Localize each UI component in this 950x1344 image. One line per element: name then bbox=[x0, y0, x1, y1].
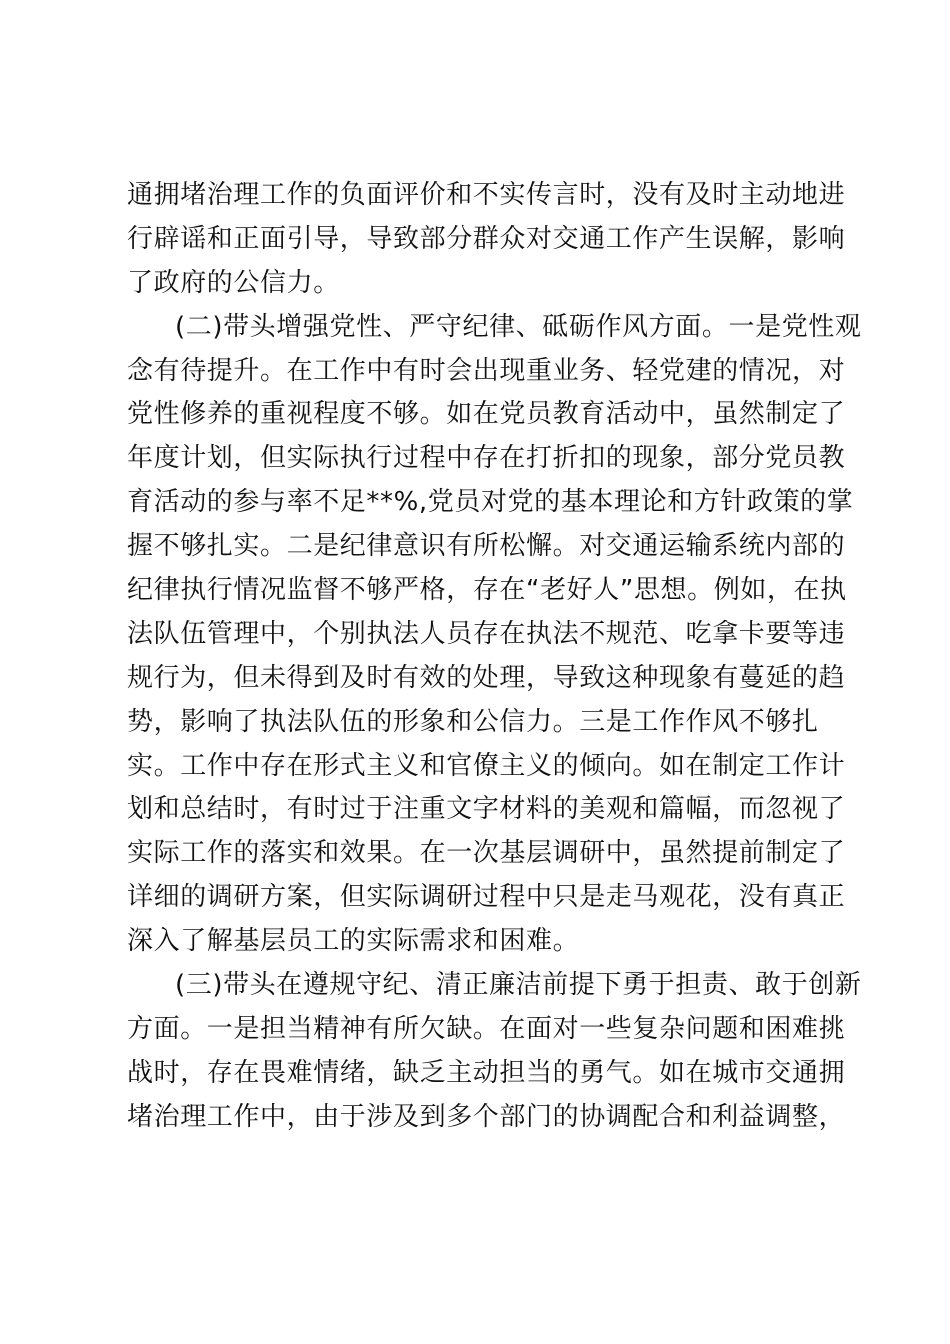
document-line: 了政府的公信力。 bbox=[127, 267, 340, 298]
document-line: 通拥堵治理工作的负面评价和不实传言时，没有及时主动地进 bbox=[127, 180, 846, 210]
document-line: 详细的调研方案，但实际调研过程中只是走马观花，没有真正 bbox=[127, 882, 846, 913]
document-line: 深入了解基层员工的实际需求和困难。 bbox=[127, 926, 580, 957]
document-line: 握不够扎实。二是纪律意识有所松懈。对交通运输系统内部的 bbox=[127, 531, 846, 562]
document-line: 实。工作中存在形式主义和官僚主义的倾向。如在制定工作计 bbox=[127, 750, 846, 781]
document-line: 势，影响了执法队伍的形象和公信力。三是工作作风不够扎 bbox=[127, 706, 819, 737]
document-line: 规行为，但未得到及时有效的处理，导致这种现象有蔓延的趋 bbox=[127, 662, 846, 693]
document-line: 堵治理工作中，由于涉及到多个部门的协调配合和利益调整， bbox=[127, 1101, 846, 1132]
document-line: 实际工作的落实和效果。在一次基层调研中，虽然提前制定了 bbox=[127, 838, 846, 869]
document-line: 纪律执行情况监督不够严格，存在“老好人”思想。例如，在执 bbox=[127, 575, 847, 606]
document-line: 战时，存在畏难情绪，缺乏主动担当的勇气。如在城市交通拥 bbox=[127, 1057, 846, 1088]
document-line: 党性修养的重视程度不够。如在党员教育活动中，虽然制定了 bbox=[127, 399, 846, 430]
document-line: (二)带头增强党性、严守纪律、砥砺作风方面。一是党性观 bbox=[175, 311, 862, 342]
document-body bbox=[127, 174, 862, 1140]
document-line: 育活动的参与率不足**%,党员对党的基本理论和方针政策的掌 bbox=[127, 487, 854, 518]
document-line: 行辟谣和正面引导，导致部分群众对交通工作产生误解，影响 bbox=[127, 223, 846, 254]
document-line: 划和总结时，有时过于注重文字材料的美观和篇幅，而忽视了 bbox=[127, 794, 846, 825]
document-line: 年度计划，但实际执行过程中存在打折扣的现象，部分党员教 bbox=[127, 443, 846, 474]
document-line: 方面。一是担当精神有所欠缺。在面对一些复杂问题和困难挑 bbox=[127, 1013, 846, 1044]
document-line: 法队伍管理中，个别执法人员存在执法不规范、吃拿卡要等违 bbox=[127, 618, 846, 649]
document-line: 念有待提升。在工作中有时会出现重业务、轻党建的情况，对 bbox=[127, 355, 846, 386]
document-line: (三)带头在遵规守纪、清正廉洁前提下勇于担责、敢于创新 bbox=[175, 970, 862, 1001]
